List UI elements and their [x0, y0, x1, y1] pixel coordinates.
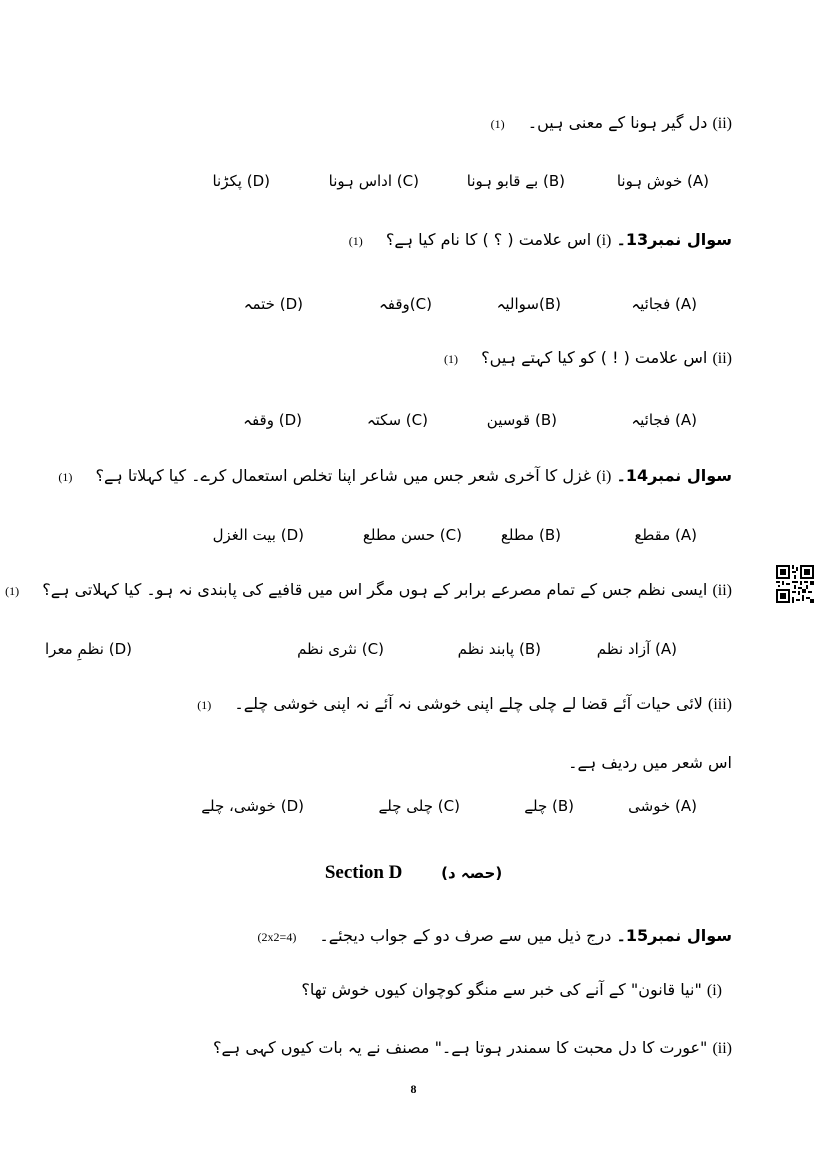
question-text: درج ذیل میں سے صرف دو کے جواب دیجئے۔ [319, 926, 612, 945]
option-c: (C) اداس ہونا [328, 172, 419, 190]
question-label: سوال نمبر14۔ [616, 466, 732, 485]
option-c: (C) چلی چلے [378, 797, 460, 815]
question-text: اس علامت ( ! ) کو کیا کہتے ہیں؟ [481, 348, 708, 367]
question-text: غزل کا آخری شعر جس میں شاعر اپنا تخلص استعمال کرے۔ کیا کہلاتا ہے؟ [95, 466, 592, 485]
option-c: (C) سکتہ [366, 411, 428, 429]
question-marks: (1) [197, 698, 212, 712]
option-d: (D) بیت الغزل [212, 526, 304, 544]
option-d: (D) خوشی، چلے [201, 797, 304, 815]
option-d: (D) وقفہ [243, 411, 302, 429]
question-14-iii-sub [568, 752, 732, 774]
page-number: 8 [410, 1082, 417, 1096]
question-number: (i) [596, 468, 612, 485]
question-marks: (1) [444, 352, 459, 366]
question-marks: (2x2=4) [257, 930, 297, 944]
options-12-ii [0, 170, 827, 192]
options-13-ii [0, 409, 827, 431]
question-text: دل گیر ہونا کے معنی ہیں۔ [527, 113, 708, 132]
question-number: (ii) [712, 350, 732, 367]
question-subtext: اس شعر میں ردیف ہے۔ [568, 753, 732, 772]
section-title-urdu: (حصہ د) [441, 864, 503, 882]
section-heading [0, 862, 827, 884]
option-c: (C)وقفہ [379, 295, 432, 313]
option-c: (C) حسن مطلع [362, 526, 462, 544]
option-b: (B) پابند نظم [457, 640, 541, 658]
question-14-iii [197, 693, 732, 716]
options-14-ii [0, 638, 827, 660]
question-text: "عورت کا دل محبت کا سمندر ہوتا ہے۔" مصنف نے یہ بات کیوں کہی ہے؟ [213, 1038, 708, 1057]
option-c: (C) نثری نظم [297, 640, 384, 658]
option-d: (D) نظمِ معرا [45, 640, 132, 658]
option-b: (B) بے قابو ہونا [466, 172, 565, 190]
option-b: (B) چلے [524, 797, 574, 815]
options-14-iii [0, 795, 827, 817]
question-number: (i) [596, 232, 612, 249]
question-label: سوال نمبر15۔ [616, 926, 732, 945]
question-12-ii [491, 112, 732, 135]
question-14-ii [5, 579, 732, 602]
question-number: (ii) [712, 1040, 732, 1057]
option-a: (A) فجائیہ [631, 411, 697, 429]
question-text: اس علامت ( ؟ ) کا نام کیا ہے؟ [385, 230, 592, 249]
question-15-ii [213, 1037, 732, 1060]
option-b: (B)سوالیہ [496, 295, 561, 313]
option-d: (D) پکڑنا [212, 172, 270, 190]
question-text: ایسی نظم جس کے تمام مصرعے برابر کے ہوں مگر اس میں قافیے کی پابندی نہ ہو۔ کیا کہلاتی ہے؟ [42, 580, 708, 599]
question-number: (ii) [712, 115, 732, 132]
question-13-ii [444, 347, 732, 370]
option-a: (A) خوش ہونا [616, 172, 709, 190]
option-a: (A) آزاد نظم [596, 640, 677, 658]
question-text: لائی حیات آئے قضا لے چلی چلے اپنی خوشی نہ آئے نہ اپنی خوشی چلے۔ [234, 694, 703, 713]
question-text: "نیا قانون" کے آنے کی خبر سے منگو کوچوان کیوں خوش تھا؟ [301, 980, 702, 999]
option-d: (D) ختمہ [243, 295, 303, 313]
question-15 [258, 925, 732, 948]
option-a: (A) مقطع [634, 526, 697, 544]
options-14-i [0, 524, 827, 546]
question-label: سوال نمبر13۔ [616, 230, 732, 249]
question-number: (iii) [708, 696, 732, 713]
section-title: Section D [324, 862, 403, 883]
question-15-i [301, 979, 722, 1002]
options-13-i [0, 293, 827, 315]
option-b: (B) مطلع [500, 526, 561, 544]
qr-code-icon [776, 565, 814, 603]
question-marks: (1) [490, 117, 505, 131]
question-marks: (1) [5, 584, 20, 598]
question-13-i [349, 229, 732, 252]
option-a: (A) خوشی [628, 797, 697, 815]
option-a: (A) فجائیہ [631, 295, 697, 313]
option-b: (B) قوسین [486, 411, 557, 429]
question-marks: (1) [348, 234, 363, 248]
question-14-i [58, 465, 732, 488]
question-number: (i) [706, 982, 722, 999]
question-marks: (1) [58, 470, 73, 484]
question-number: (ii) [712, 582, 732, 599]
